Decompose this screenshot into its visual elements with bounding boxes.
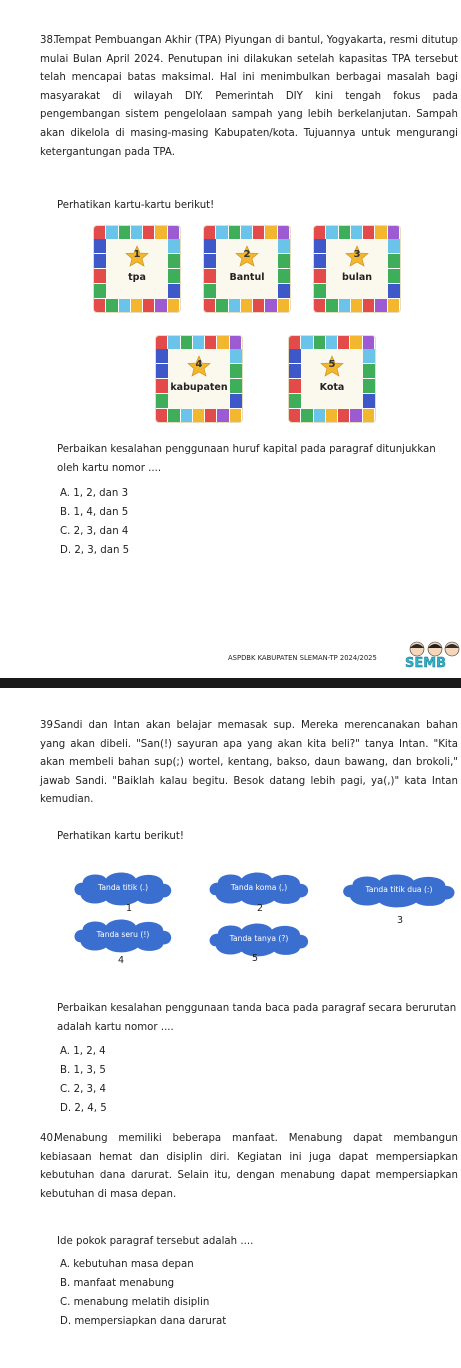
card-inner — [326, 239, 388, 299]
svg-text:SEMB: SEMB — [405, 656, 447, 671]
card-border-rgt — [278, 239, 290, 299]
cloud-number: 4 — [118, 955, 125, 966]
card-border-bot — [94, 299, 180, 312]
card-border-lft — [94, 239, 106, 299]
card-number: 5 — [328, 359, 336, 370]
card-number: 4 — [195, 359, 203, 370]
q40-option-a[interactable]: A. kebutuhan masa depan — [60, 1259, 194, 1270]
card-inner — [216, 239, 278, 299]
card-inner — [301, 349, 363, 409]
q40-paragraph: Menabung memiliki beberapa manfaat. Menabung dapat membangun kebiasaan hemat dan disiplin diri. Kegiatan ini juga dapat mempersiapkan kebutuhan dana darurat. Selain itu, dengan menabung dapat mempersiapkan kebutuhan di masa depan. — [40, 1133, 458, 1200]
card-border-lft — [204, 239, 216, 299]
q38-option-b[interactable]: B. 1, 4, dan 5 — [60, 507, 129, 518]
card-inner — [106, 239, 168, 299]
card-border-bot — [204, 299, 290, 312]
cloud-label: Tanda tanya (?) — [229, 934, 289, 943]
card-word: Kota — [319, 382, 345, 393]
card-number: 3 — [353, 249, 361, 260]
q39-instruction: Perhatikan kartu berikut! — [57, 831, 184, 842]
card-border-top — [314, 226, 400, 239]
q38-instruction: Perhatikan kartu-kartu berikut! — [57, 200, 215, 211]
cloud-label: Tanda koma (,) — [230, 883, 288, 892]
card-border-bot — [156, 409, 242, 422]
card-border-top — [156, 336, 242, 349]
cloud-number: 3 — [397, 915, 404, 926]
punctuation-card-5 — [205, 921, 313, 959]
word-card-5 — [289, 336, 375, 422]
q39-option-d[interactable]: D. 2, 4, 5 — [60, 1103, 107, 1114]
punctuation-card-4 — [70, 917, 176, 955]
footer-text: ASPDBK KABUPATEN SLEMAN-TP 2024/2025 — [228, 654, 377, 662]
card-border-rgt — [388, 239, 400, 299]
q40-question: Ide pokok paragraf tersebut adalah .... — [57, 1236, 254, 1247]
card-border-rgt — [168, 239, 180, 299]
card-border-top — [204, 226, 290, 239]
card-border-rgt — [230, 349, 242, 409]
word-card-3 — [314, 226, 400, 312]
card-number: 2 — [243, 249, 251, 260]
card-border-lft — [156, 349, 168, 409]
card-border-top — [94, 226, 180, 239]
q39-paragraph: Sandi dan Intan akan belajar memasak sup. Mereka merencanakan bahan yang akan dibeli. "San(!) sayuran apa yang akan kita beli?" tanya Intan. "Kita akan membeli bahan sup(;) wortel, kentang, bakso, daun bawang, dan brokoli," jawab Sandi. "Baiklah kalau begitu. Besok datang lebih pagi, ya(,)" kata Intan kemudian. — [40, 720, 458, 806]
cloud-label: Tanda titik (.) — [97, 883, 149, 892]
q40-option-d[interactable]: D. mempersiapkan dana darurat — [60, 1316, 227, 1327]
card-word: kabupaten — [170, 382, 228, 393]
cloud-label: Tanda seru (!) — [96, 930, 150, 939]
card-word: Bantul — [229, 272, 265, 283]
card-border-bot — [314, 299, 400, 312]
q38-option-a[interactable]: A. 1, 2, dan 3 — [60, 488, 129, 499]
card-border-rgt — [363, 349, 375, 409]
card-border-top — [289, 336, 375, 349]
q40-option-c[interactable]: C. menabung melatih disiplin — [60, 1297, 210, 1308]
word-card-1 — [94, 226, 180, 312]
school-logo — [405, 640, 461, 672]
q38-paragraph: Tempat Pembuangan Akhir (TPA) Piyungan di bantul, Yogyakarta, resmi ditutup mulai Bulan April 2024. Penutupan ini dilakukan setelah kapasitas TPA tersebut telah mencapai batas maksimal. Hal ini menimbulkan berbagai masalah bagi masyarakat di wilayah DIY. Pemerintah DIY kini tengah fokus pada pengembangan sistem pengelolaan sampah yang lebih berkelanjutan. Sampah akan dikelola di masing-masing Kabupaten/kota. Tujuannya untuk mengurangi ketergantungan pada TPA. — [40, 35, 458, 158]
q38-option-c[interactable]: C. 2, 3, dan 4 — [60, 526, 129, 537]
word-card-4 — [156, 336, 242, 422]
q38-number: 38. — [40, 35, 57, 46]
q39-option-a[interactable]: A. 1, 2, 4 — [60, 1046, 106, 1057]
cloud-label: Tanda titik dua (:) — [365, 885, 433, 894]
card-border-lft — [289, 349, 301, 409]
q39-question: Perbaikan kesalahan penggunaan tanda baca pada paragraf secara berurutan adalah kartu nomor .... — [57, 1003, 457, 1033]
q39-option-b[interactable]: B. 1, 3, 5 — [60, 1065, 106, 1076]
cloud-number: 1 — [126, 903, 133, 914]
q39-option-c[interactable]: C. 2, 3, 4 — [60, 1084, 106, 1095]
q38-option-d[interactable]: D. 2, 3, dan 5 — [60, 545, 130, 556]
card-number: 1 — [133, 249, 141, 260]
card-inner — [168, 349, 230, 409]
word-card-2 — [204, 226, 290, 312]
punctuation-card-1 — [70, 870, 176, 908]
card-word: tpa — [128, 272, 146, 283]
q38-question: Perbaikan kesalahan penggunaan huruf kapital pada paragraf ditunjukkan oleh kartu nomor .... — [57, 444, 436, 474]
q39-number: 39. — [40, 720, 57, 731]
q40-option-b[interactable]: B. manfaat menabung — [60, 1278, 175, 1289]
page-divider — [0, 678, 461, 688]
card-word: bulan — [342, 272, 372, 283]
cloud-number: 5 — [252, 953, 259, 964]
card-border-lft — [314, 239, 326, 299]
q40-number: 40. — [40, 1133, 57, 1144]
cloud-number: 2 — [257, 903, 264, 914]
punctuation-card-3 — [338, 872, 460, 910]
card-border-bot — [289, 409, 375, 422]
